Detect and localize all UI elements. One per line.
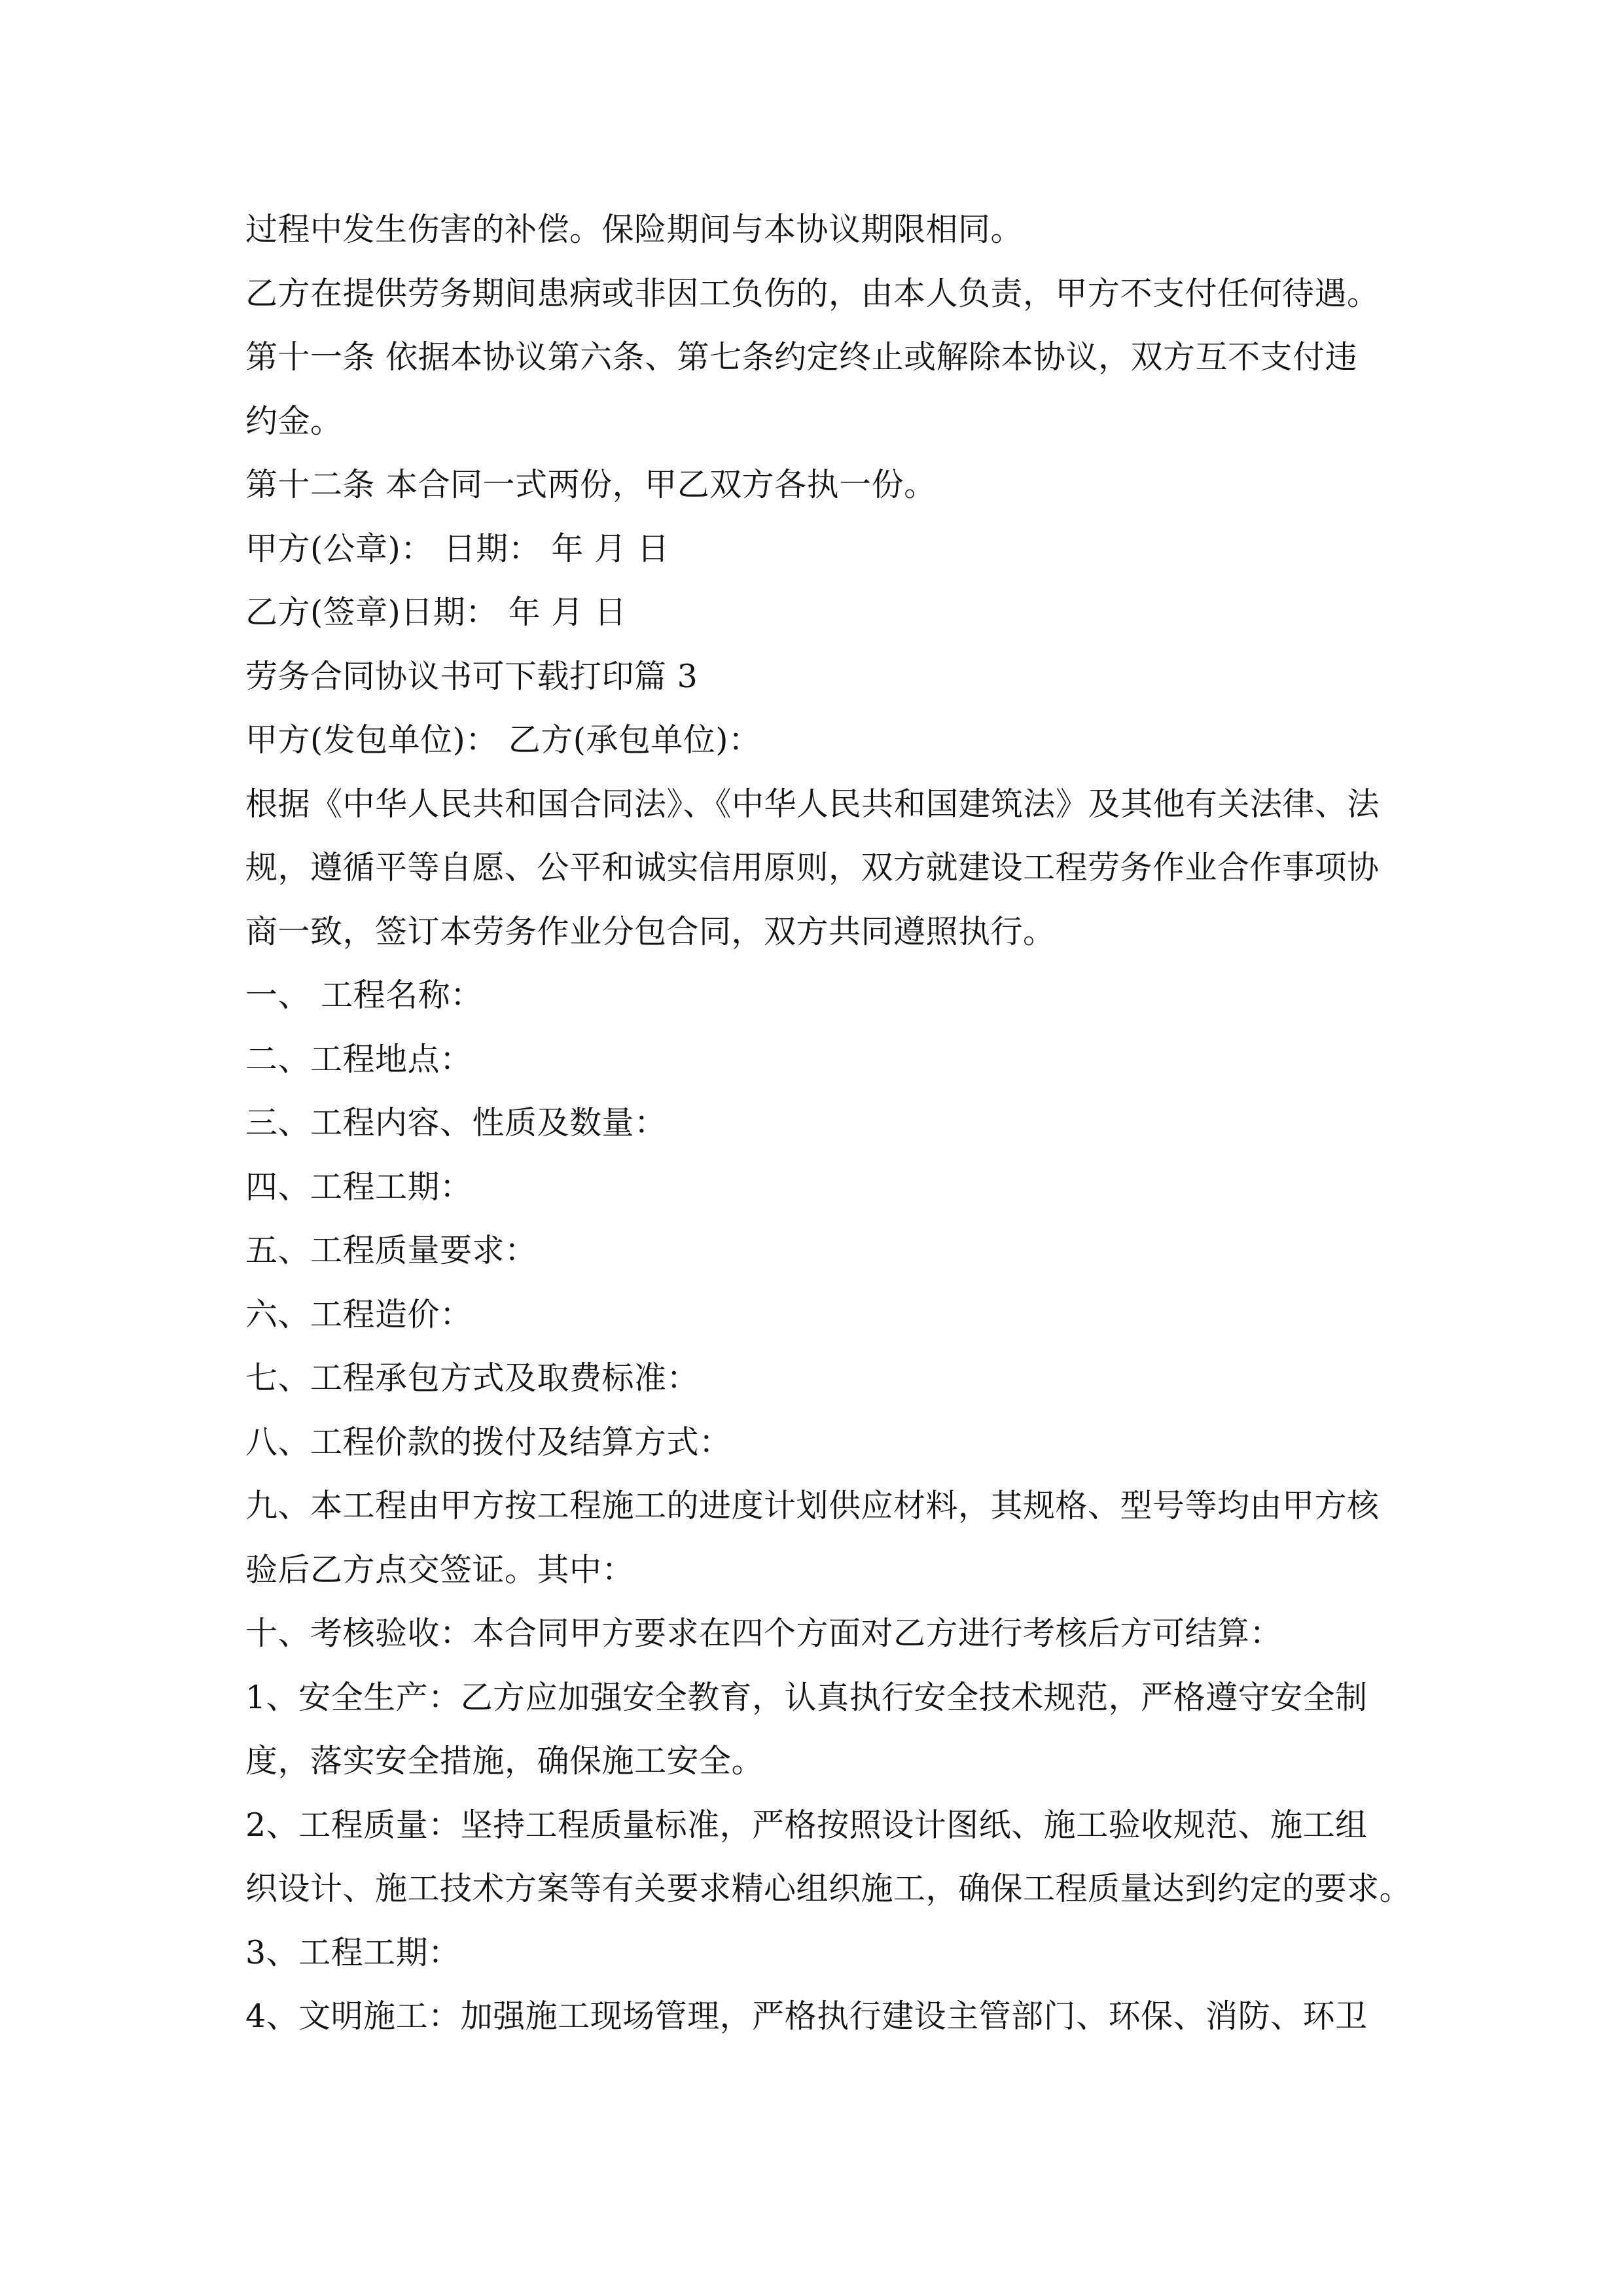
clause-item: 九、本工程由甲方按工程施工的进度计划供应材料，其规格、型号等均由甲方核: [245, 1487, 1380, 1524]
clause-item: 十、考核验收：本合同甲方要求在四个方面对乙方进行考核后方可结算：: [245, 1615, 1283, 1652]
clause-item: 一、 工程名称：: [245, 977, 483, 1014]
signature-line-party-a: 甲方(公章)： 日期： 年 月 日: [245, 529, 670, 567]
text-line: 根据《中华人民共和国合同法》、《中华人民共和国建筑法》及其他有关法律、法: [245, 785, 1380, 823]
text-line: 约金。: [245, 402, 343, 440]
document-body: [245, 198, 1412, 2049]
text-line: 度，落实安全措施，确保施工安全。: [245, 1742, 764, 1780]
text-line: 规，遵循平等自愿、公平和诚实信用原则，双方就建设工程劳务作业合作事项协: [245, 849, 1380, 886]
text-line: 过程中发生伤害的补偿。保险期间与本协议期限相同。: [245, 211, 1024, 248]
text-line: 商一致，签订本劳务作业分包合同，双方共同遵照执行。: [245, 912, 1056, 950]
parties-line: 甲方(发包单位)： 乙方(承包单位)：: [245, 721, 761, 759]
text-line: 第十二条 本合同一式两份，甲乙双方各执一份。: [245, 466, 936, 503]
sub-clause-item: 1、安全生产：乙方应加强安全教育，认真执行安全技术规范，严格遵守安全制: [245, 1678, 1368, 1716]
sub-clause-item: 3、工程工期：: [245, 1933, 461, 1971]
clause-item: 六、工程造价：: [245, 1295, 473, 1333]
signature-line-party-b: 乙方(签章)日期： 年 月 日: [245, 594, 627, 631]
clause-item: 三、工程内容、性质及数量：: [245, 1104, 667, 1141]
sub-clause-item: 4、文明施工：加强施工现场管理，严格执行建设主管部门、环保、消防、环卫: [245, 1998, 1368, 2035]
clause-item: 五、工程质量要求：: [245, 1232, 537, 1269]
clause-item: 八、工程价款的拨付及结算方式：: [245, 1423, 732, 1461]
text-line: 乙方在提供劳务期间患病或非因工负伤的，由本人负责，甲方不支付任何待遇。: [245, 274, 1380, 312]
clause-item: 四、工程工期：: [245, 1168, 473, 1206]
section-title: 劳务合同协议书可下载打印篇 3: [245, 657, 698, 695]
text-line: 验后乙方点交签证。其中：: [245, 1551, 635, 1588]
clause-item: 七、工程承包方式及取费标准：: [245, 1359, 700, 1397]
clause-item: 二、工程地点：: [245, 1040, 473, 1078]
text-line: 第十一条 依据本协议第六条、第七条约定终止或解除本协议，双方互不支付违: [245, 338, 1358, 376]
text-line: 织设计、施工技术方案等有关要求精心组织施工，确保工程质量达到约定的要求。: [245, 1870, 1412, 1907]
sub-clause-item: 2、工程质量：坚持工程质量标准，严格按照设计图纸、施工验收规范、施工组: [245, 1806, 1368, 1844]
